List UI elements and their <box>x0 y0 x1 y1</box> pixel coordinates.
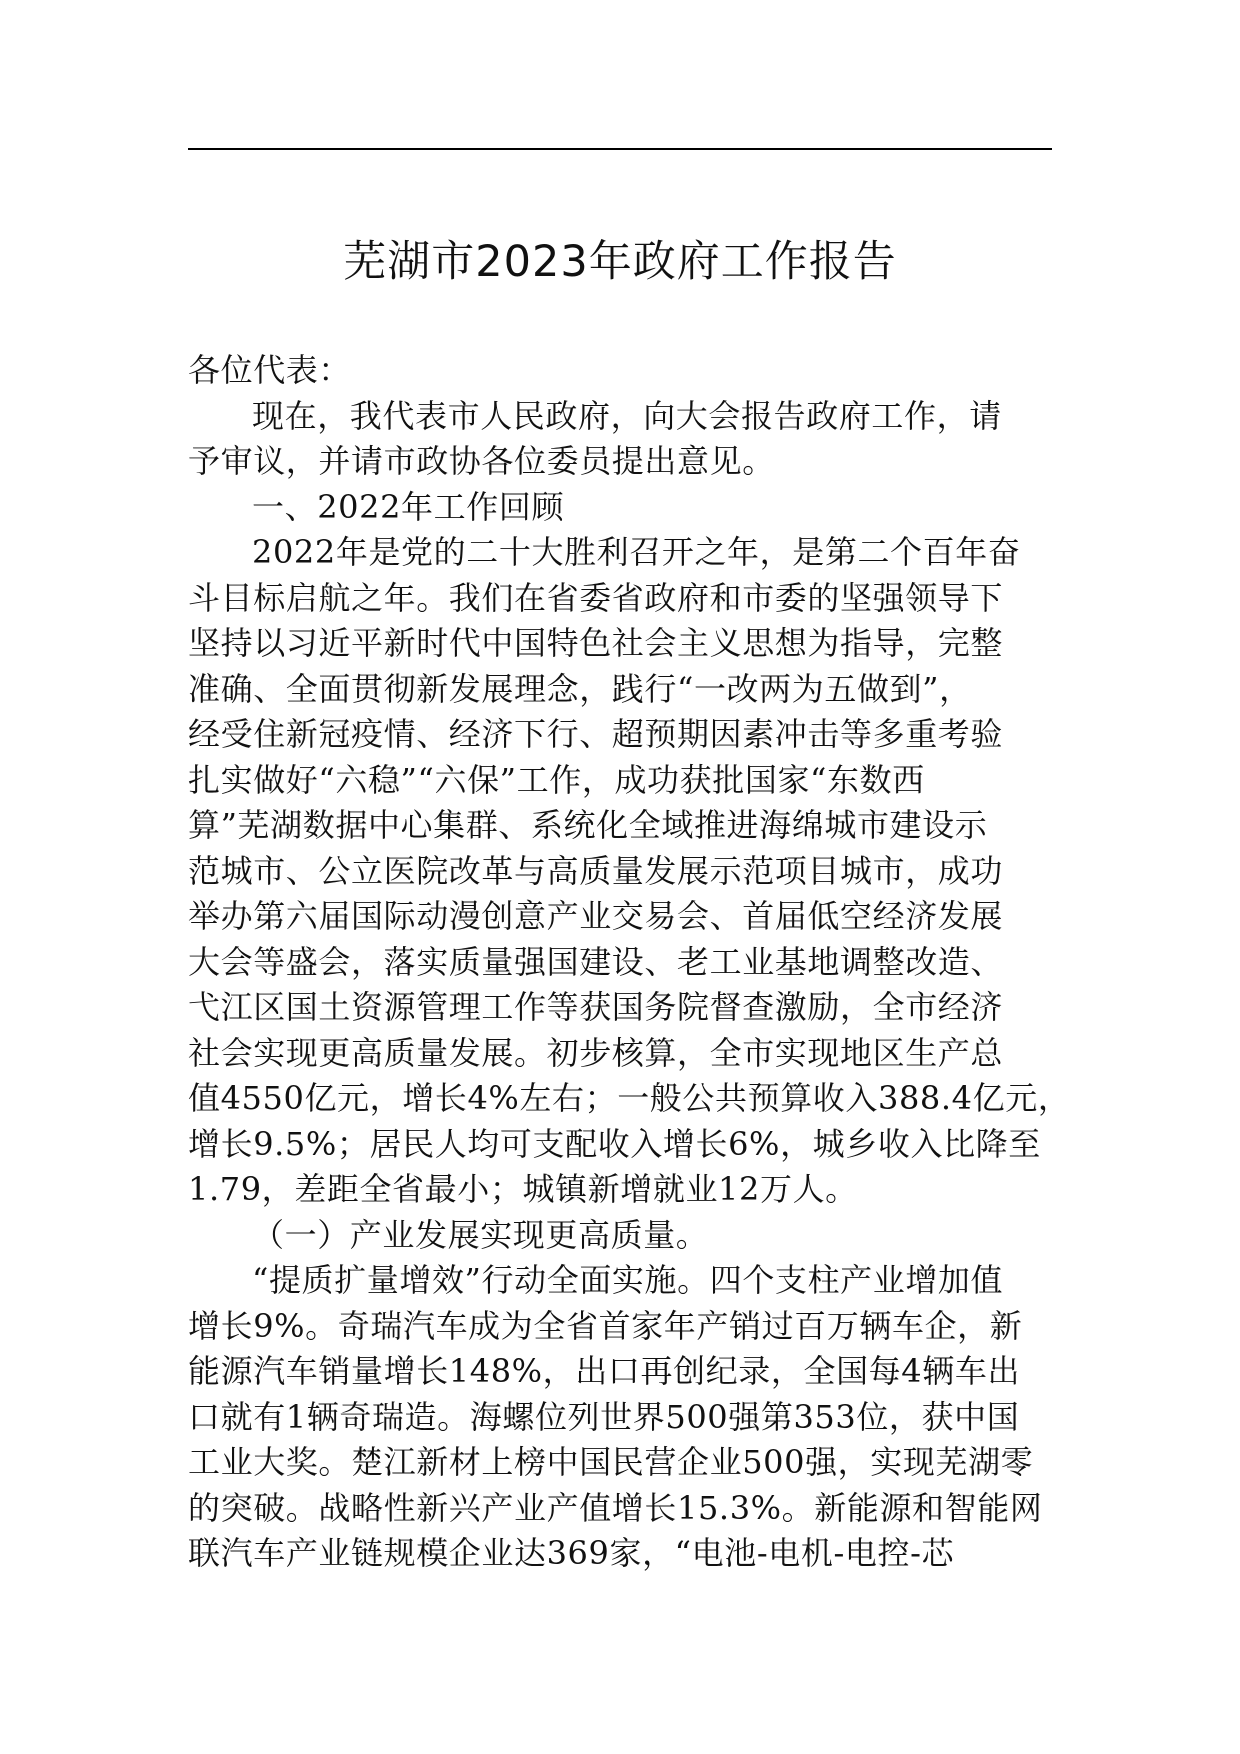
body-line: 2022年是党的二十大胜利召开之年，是第二个百年奋 <box>252 533 1021 571</box>
body-line: 举办第六届国际动漫创意产业交易会、首届低空经济发展 <box>188 897 1004 935</box>
body-line: 扎实做好“六稳”“六保”工作，成功获批国家“东数西 <box>188 760 925 799</box>
body-line: 范城市、公立医院改革与高质量发展示范项目城市，成功 <box>188 851 1004 890</box>
body-line: 增长9.5%；居民人均可支配收入增长6%，城乡收入比降至 <box>188 1124 1041 1163</box>
body-line: （一）产业发展实现更高质量。 <box>252 1215 709 1254</box>
body-line: 工业大奖。楚江新材上榜中国民营企业500强，实现芜湖零 <box>188 1443 1034 1481</box>
body-line: 弋江区国土资源管理工作等获国务院督查激励，全市经济 <box>188 988 1004 1026</box>
body-line: 经受住新冠疫情、经济下行、超预期因素冲击等多重考验 <box>188 715 1004 753</box>
body-line: 斗目标启航之年。我们在省委省政府和市委的坚强领导下 <box>188 578 1004 617</box>
body-line: 大会等盛会，落实质量强国建设、老工业基地调整改造、 <box>188 942 1004 981</box>
body-line: 增长9%。奇瑞汽车成为全省首家年产销过百万辆车企，新 <box>188 1306 1023 1345</box>
body-line: 予审议，并请市政协各位委员提出意见。 <box>188 442 775 480</box>
body-line: 口就有1辆奇瑞造。海螺位列世界500强第353位，获中国 <box>188 1397 1020 1436</box>
body-line: 的突破。战略性新兴产业产值增长15.3%。新能源和智能网 <box>188 1488 1043 1527</box>
body-line: 现在，我代表市人民政府，向大会报告政府工作，请 <box>252 396 1002 435</box>
body-line: 算”芜湖数据中心集群、系统化全域推进海绵城市建设示 <box>188 806 988 844</box>
body-line: 坚持以习近平新时代中国特色社会主义思想为指导，完整 <box>188 624 1004 662</box>
body-line: 一、2022年工作回顾 <box>252 487 565 526</box>
body-line: 1.79，差距全省最小；城镇新增就业12万人。 <box>188 1170 858 1208</box>
report-body <box>188 348 1088 1577</box>
body-line: 能源汽车销量增长148%，出口再创纪录，全国每4辆车出 <box>188 1352 1021 1390</box>
body-line: 社会实现更高质量发展。初步核算，全市实现地区生产总 <box>188 1033 1004 1072</box>
body-line: 准确、全面贯彻新发展理念，践行“一改两为五做到”， <box>188 669 972 708</box>
body-line: 值4550亿元，增长4%左右；一般公共预算收入388.4亿元， <box>188 1079 1071 1117</box>
body-line: 各位代表： <box>188 351 352 389</box>
body-line: 联汽车产业链规模企业达369家，“电池-电机-电控-芯 <box>188 1534 955 1572</box>
body-line: “提质扩量增效”行动全面实施。四个支柱产业增加值 <box>252 1261 1004 1299</box>
document-title: 芜湖市2023年政府工作报告 <box>343 237 897 287</box>
header-rule <box>188 148 1052 150</box>
